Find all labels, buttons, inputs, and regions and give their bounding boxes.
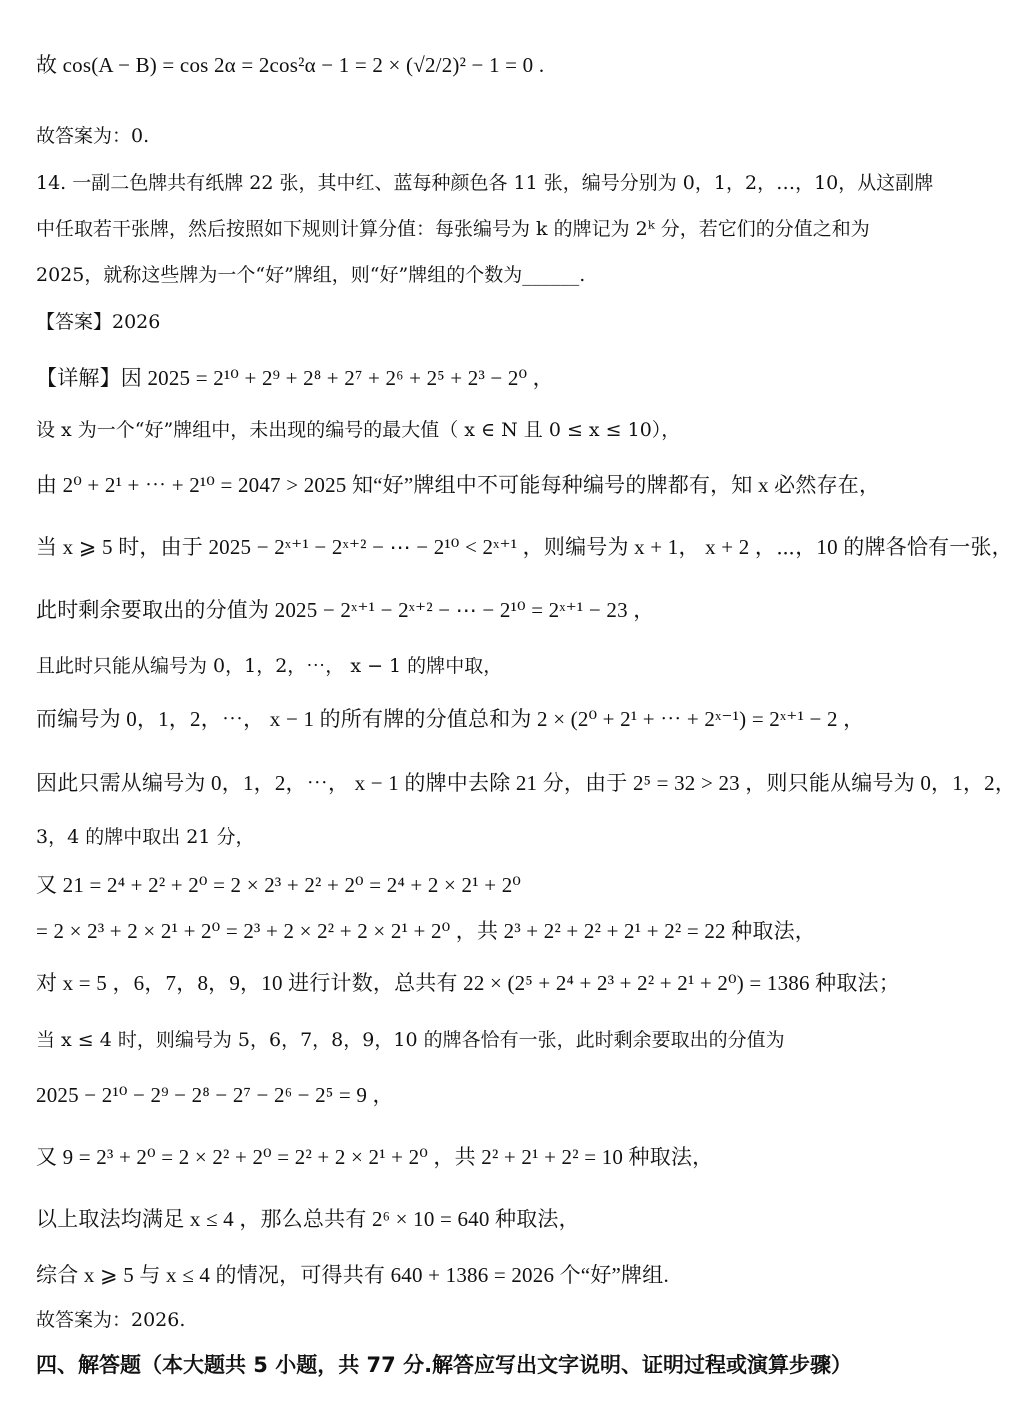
text-line-17: = 2 × 2³ + 2 × 2¹ + 2⁰ = 2³ + 2 × 2² + 2 × 2¹ + 2⁰ ，共 2³ + 2² + 2² + 2¹ + 2² = 22 种取法， [36,919,816,943]
text-line-21: 又 9 = 2³ + 2⁰ = 2 × 2² + 2⁰ = 2² + 2 × 2¹ + 2⁰ ，共 2² + 2¹ + 2² = 10 种取法， [36,1145,714,1169]
final-answer-line: 故答案为：2026. [36,1309,186,1331]
text-line-18: 对 x = 5 ，6，7，8，9，10 进行计数，总共有 22 × (2⁵ + 2⁴ + 2³ + 2² + 2¹ + 2⁰) = 1386 种取法； [36,971,900,995]
text-line-4: 中任取若干张牌，然后按照如下规则计算分值：每张编号为 k 的牌记为 2ᵏ 分，若它们的分值之和为 [36,218,870,240]
text-line-5: 2025，就称这些牌为一个“好”牌组，则“好”牌组的个数为______. [36,264,586,286]
text-line-10: 当 x ⩾ 5 时，由于 2025 − 2ˣ⁺¹ − 2ˣ⁺² − ⋯ − 2¹⁰ < 2ˣ⁺¹ ，则编号为 x + 1， x + 2 ，⋯，10 的牌各恰有一张， [36,535,1013,559]
text-line-12: 且此时只能从编号为 0，1，2，⋯， x − 1 的牌中取， [36,655,503,677]
text-line-13: 而编号为 0，1，2，⋯， x − 1 的所有牌的分值总和为 2 × (2⁰ + 2¹ + ⋯ + 2ˣ⁻¹) = 2ˣ⁺¹ − 2 ， [36,707,865,731]
text-line-14: 因此只需从编号为 0，1，2，⋯， x − 1 的牌中去除 21 分，由于 2⁵ = 32 > 23 ，则只能从编号为 0，1，2， [36,771,1017,795]
answer-line: 【答案】2026 [36,311,161,333]
text-line-22: 以上取法均满足 x ≤ 4 ，那么总共有 2⁶ × 10 = 640 种取法， [36,1207,580,1231]
text-line-16: 又 21 = 2⁴ + 2² + 2⁰ = 2 × 2³ + 2² + 2⁰ = 2⁴ + 2 × 2¹ + 2⁰ [36,873,522,897]
text-line-7: 【详解】因 2025 = 2¹⁰ + 2⁹ + 2⁸ + 2⁷ + 2⁶ + 2⁵ + 2³ − 2⁰ ， [36,366,554,390]
text-line-19: 当 x ≤ 4 时，则编号为 5，6，7，8，9，10 的牌各恰有一张，此时剩余要取出的分值为 [36,1029,785,1051]
text-line-11: 此时剩余要取出的分值为 2025 − 2ˣ⁺¹ − 2ˣ⁺² − ⋯ − 2¹⁰ = 2ˣ⁺¹ − 23 ， [36,598,655,622]
text-line-23: 综合 x ⩾ 5 与 x ≤ 4 的情况，可得共有 640 + 1386 = 2026 个“好”牌组. [36,1263,669,1287]
text-line-20: 2025 − 2¹⁰ − 2⁹ − 2⁸ − 2⁷ − 2⁶ − 2⁵ = 9 ， [36,1083,394,1107]
text-line-3: 14. 一副二色牌共有纸牌 22 张，其中红、蓝每种颜色各 11 张，编号分别为 0，1，2，…，10，从这副牌 [36,172,934,194]
text-line-2: 故答案为：0. [36,125,150,147]
text-line-9: 由 2⁰ + 2¹ + ⋯ + 2¹⁰ = 2047 > 2025 知“好”牌组中不可能每种编号的牌都有，知 x 必然存在， [36,473,881,497]
text-line-8: 设 x 为一个“好”牌组中，未出现的编号的最大值（ x ∈ N 且 0 ≤ x ≤ 10）， [36,419,681,441]
text-line-1: 故 cos(A − B) = cos 2α = 2cos²α − 1 = 2 × (√2/2)² − 1 = 0 . [36,53,545,77]
text-line-15: 3，4 的牌中取出 21 分， [36,826,255,848]
section-heading: 四、解答题（本大题共 5 小题，共 77 分.解答应写出文字说明、证明过程或演算步骤） [36,1353,853,1377]
